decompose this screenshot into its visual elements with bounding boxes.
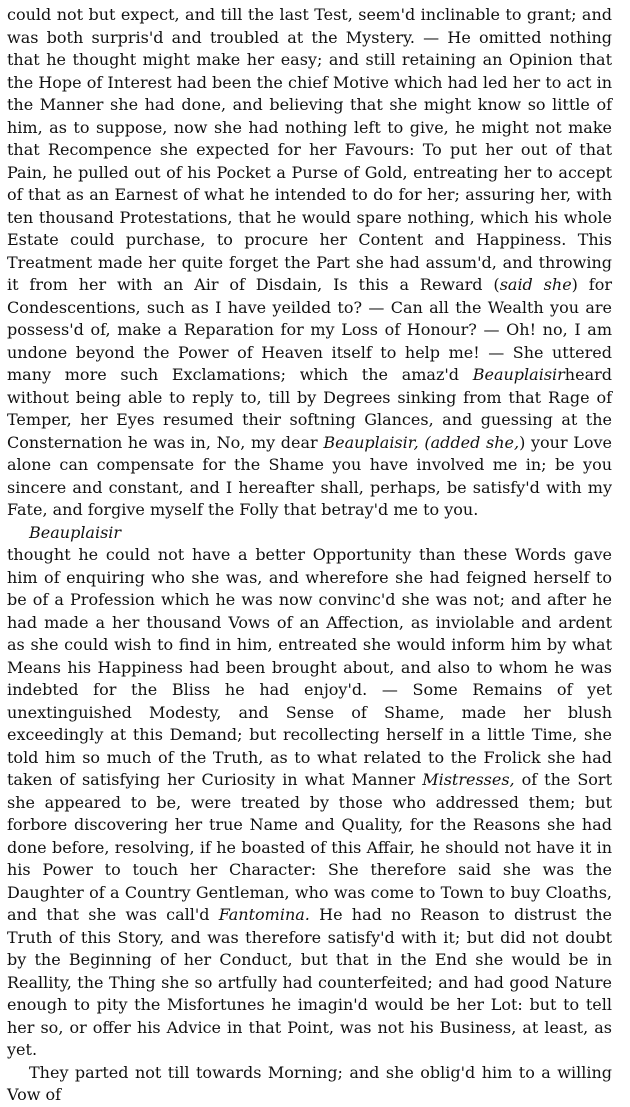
- paragraph-1: [7, 4, 612, 522]
- text-run: thought he could not have a better Opportunity than these Words gave him of enquiring who she was, and wherefore she had feigned herself to be of a Profession which he was now convinc'd she was not; and after he had made a her thousand Vows of an Affection, as inviolable and ardent as she could wish to find in him, entreated she would inform him by what Means his Happiness had been brought about, and also to whom he was indebted for the Bliss he had enjoy'd. — Some Remains of yet unextinguished Modesty, and Sense of Shame, made her blush exceedingly at this Demand; but recollecting herself in a little Time, she told him so much of the Truth, as to what related to the Frolick she had taken of satisfying her Curiosity in what Manner: [7, 545, 612, 789]
- italic-name: Fantomina.: [218, 905, 310, 924]
- italic-word: Mistresses,: [422, 770, 515, 789]
- paragraph-2: [7, 544, 612, 1062]
- italic-name-aside: Beauplaisir, (added she,: [323, 432, 520, 452]
- speaker-name: Beauplaisir: [29, 522, 122, 542]
- text-run: He had no Reason to distrust the Truth of this Story, and was therefore satisfy'd with it; but did not doubt by the Beginning of her Conduct, but that in the End she would be in Reallity, the Thing she so artfully had counterfeited; and had good Nature enough to pity the Misfortunes he imagin'd would be her Lot: but to tell her so, or offer his Advice in that Point, was not his Business, at least, as yet.: [7, 905, 613, 1059]
- paragraph-3: They parted not till towards Morning; and she oblig'd him to a willing Vow of: [7, 1062, 612, 1104]
- text-run: ) your Love alone can compensate for the Shame you have involved me in; be you sincere and constant, and I hereafter shall, perhaps, be satisfy'd with my Fate, and forgive myself the Folly that betray'd me to you.: [7, 432, 613, 519]
- text-run: heard without being able to reply to, till by Degrees sinking from that Rage of Temper, her Eyes resumed their softning Glances, and guessing at the Consternation he was in, No, my dear: [7, 365, 612, 452]
- italic-aside: said she: [499, 275, 572, 294]
- text-run: ) for Condescentions, such as I have yeilded to? — Can all the Wealth you are possess'd of, make a Reparation for my Loss of Honour? — Oh! no, I am undone beyond the Power of Heaven itself to help me! — She uttered many more such Exclamations; which the amaz'd: [7, 275, 613, 384]
- italic-name: Beauplaisir: [472, 365, 565, 384]
- text-run: of the Sort she appeared to be, were treated by those who addressed them; but forbore discovering her true Name and Quality, for the Reasons she had done before, resolving, if he boasted of this Affair, he should not have it in his Power to touch her Character: She therefore said she was the Daughter of a Country Gentleman, who was come to Town to buy Cloaths, and that she was call'd: [7, 770, 613, 924]
- text-run: could not but expect, and till the last Test, seem'd inclinable to grant; and was both surpris'd and troubled at the Mystery. — He omitted nothing that he thought might make her easy; and still retaining an Opinion that the Hope of Interest had been the chief Motive which had led her to act in the Manner she had done, and believing that she might know so little of him, as to suppose, now she had nothing left to give, he might not make that Recompence she expected for her Favours: To put her out of that Pain, he pulled out of his Pocket a Purse of Gold, entreating her to accept of that as an Earnest of what he intended to do for her; assuring her, with ten thousand Protestations, that he would spare nothing, which his whole Estate could purchase, to procure her Content and Happiness. This Treatment made her quite forget the Part she had assum'd, and throwing it from her with an Air of Disdain, Is this a Reward (: [7, 5, 612, 294]
